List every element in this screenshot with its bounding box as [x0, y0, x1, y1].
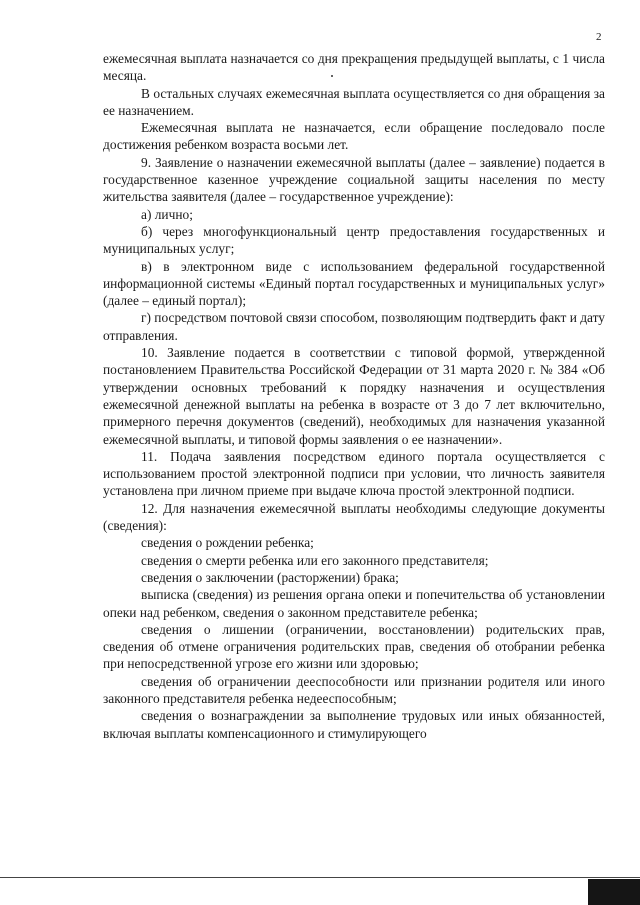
- page-number: 2: [596, 31, 602, 43]
- paragraph: 11. Подача заявления посредством единого портала осуществляется с использованием простой электронной подписи при условии, что личность заявителя установлена при личном приеме при выдаче ключа простой электронной подписи.: [103, 448, 605, 499]
- paragraph: 12. Для назначения ежемесячной выплаты необходимы следующие документы (сведения):: [103, 500, 605, 534]
- paragraph: 9. Заявление о назначении ежемесячной выплаты (далее – заявление) подается в государственное казенное учреждение социальной защиты населения по месту жительства заявителя (далее – государственное учреждение):: [103, 154, 605, 205]
- document-body: [103, 50, 605, 742]
- scan-edge-artifact: [588, 879, 640, 905]
- list-item: сведения об ограничении дееспособности или признании родителя или иного законного представителя ребенка недееспособным;: [103, 673, 605, 706]
- paragraph: 10. Заявление подается в соответствии с типовой формой, утвержденной постановлением Правительства Российской Федерации от 31 марта 2020 г. № 384 «Об утверждении основных требований к порядку назначения и осуществления ежемесячной денежной выплаты на ребенка в возрасте от 3 до 7 лет включительно, примерного перечня документов (сведений), необходимых для назначения указанной ежемесячной выплаты, и типовой формы заявления о ее назначении».: [103, 345, 605, 447]
- list-item: сведения о заключении (расторжении) брака;: [141, 569, 399, 585]
- list-item: сведения о смерти ребенка или его законного представителя;: [141, 552, 489, 568]
- scan-border-line: [0, 877, 640, 878]
- paragraph: ежемесячная выплата назначается со дня прекращения предыдущей выплаты, с 1 числа месяца.: [103, 51, 605, 84]
- list-item: в) в электронном виде с использованием федеральной государственной информационной системы «Единый портал государственных и муниципальных услуг» (далее – единый портал);: [103, 258, 605, 309]
- list-item: сведения о рождении ребенка;: [141, 535, 314, 551]
- list-item: выписка (сведения) из решения органа опеки и попечительства об установлении опеки над ребенком, сведения о законном представителе ребенка;: [103, 587, 605, 620]
- list-item: сведения о вознаграждении за выполнение трудовых или иных обязанностей, включая выплаты компенсационного и стимулирующего: [103, 708, 605, 741]
- paragraph: В остальных случаях ежемесячная выплата осуществляется со дня обращения за ее назначением.: [103, 85, 605, 118]
- list-item: а) лично;: [141, 206, 193, 222]
- list-item: б) через многофункциональный центр предоставления государственных и муниципальных услуг;: [103, 223, 605, 257]
- list-item: сведения о лишении (ограничении, восстановлении) родительских прав, сведения об отмене ограничения родительских прав, сведения об отобрании ребенка при непосредственной угрозе его жизни или здоровью;: [103, 621, 605, 672]
- list-item: г) посредством почтовой связи способом, позволяющим подтвердить факт и дату отправления.: [103, 310, 605, 343]
- paragraph: Ежемесячная выплата не назначается, если обращение последовало после достижения ребенком возраста восьми лет.: [103, 120, 605, 153]
